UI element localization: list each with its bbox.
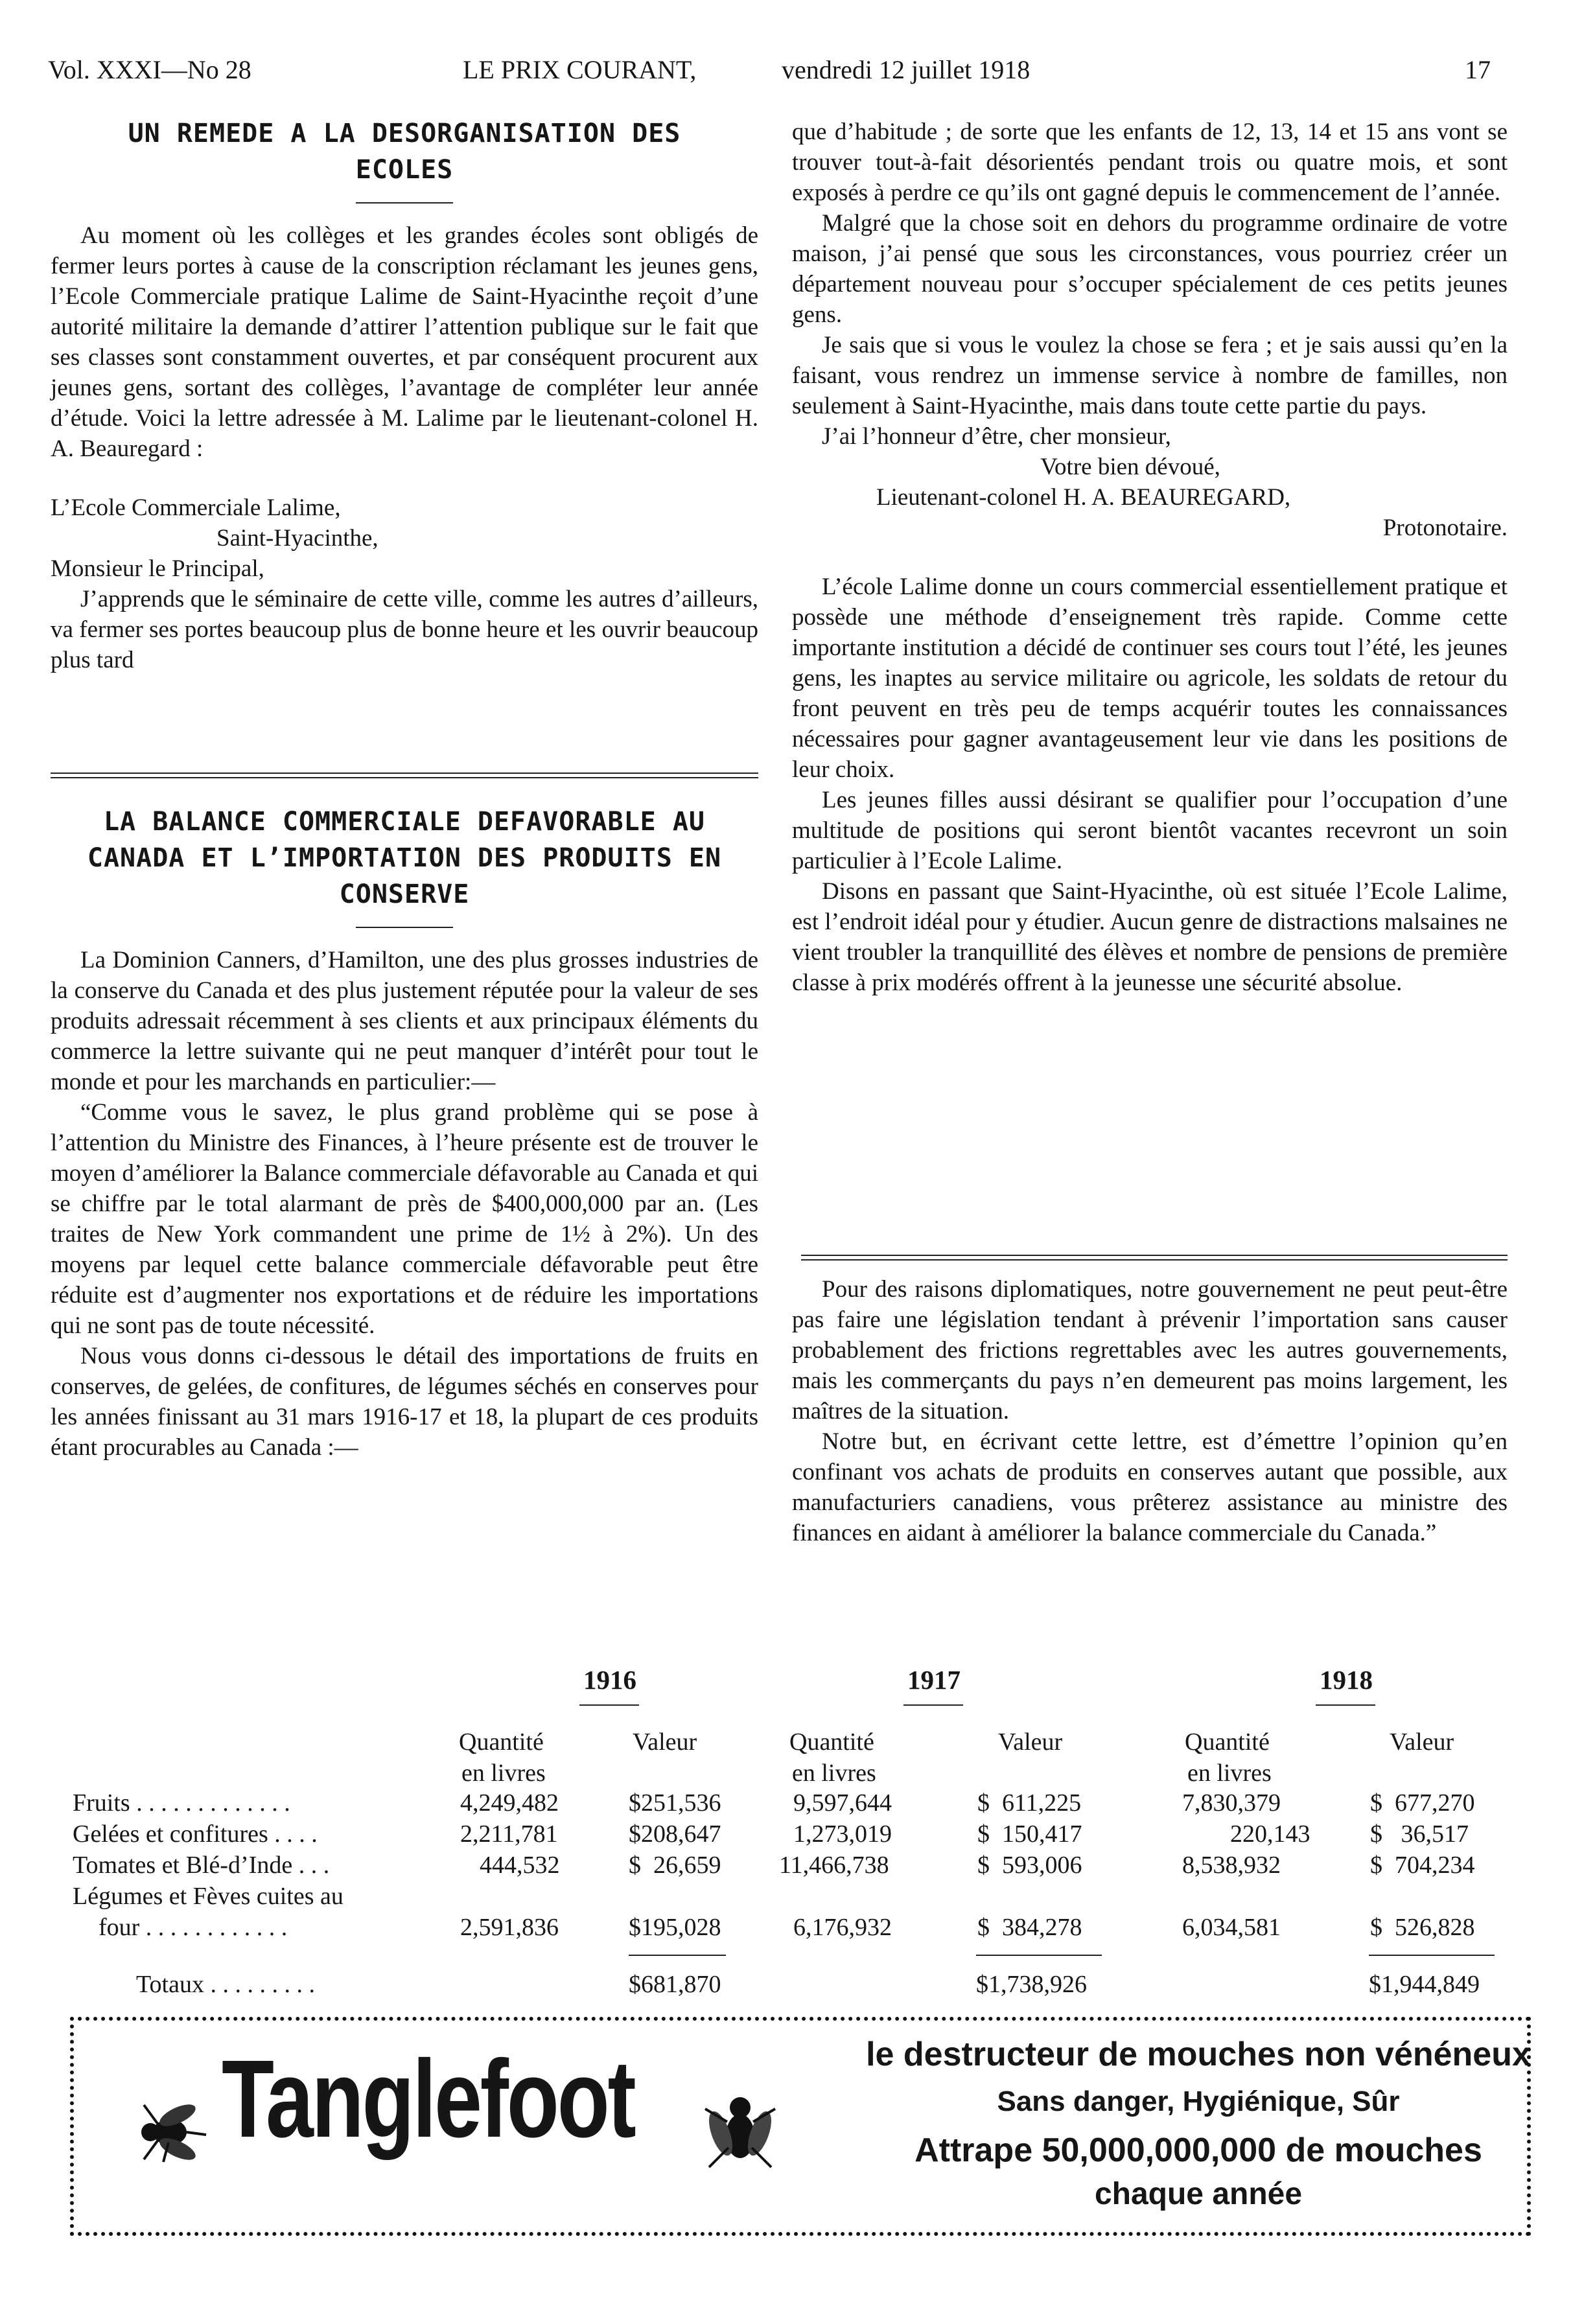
year-rule: [903, 1704, 963, 1706]
cell: $ 150,417: [977, 1820, 1082, 1848]
article2-paragraph: Pour des raisons diplomatiques, notre gouvernement ne peut peut-être pas faire une législation tendant à prévenir l’importation sans causer probablement des frictions regrettables avec les autres gouvernements, mais les commerçants du pays n’en demeurent pas moins largement, les maîtres de la situation.: [792, 1276, 1508, 1424]
qty-header: Quantité: [1185, 1728, 1270, 1756]
brand-name: Tanglefoot: [222, 2038, 635, 2161]
qty-header-unit: en livres: [792, 1760, 876, 1787]
article1-paragraph: Disons en passant que Saint-Hyacinthe, où est située l’Ecole Lalime, est l’endroit idéal pour y étudier. Aucun genre de distractions malsaines ne vient troubler la tranquillité des élèves et nombre de pensions de première classe à prix modérés offrent à la jeunesse une sécurité absolue.: [792, 878, 1508, 996]
year-rule: [579, 1704, 639, 1706]
tanglefoot-advertisement: [70, 2017, 1531, 2236]
cell: 1,273,019: [793, 1820, 892, 1848]
title-rule: [356, 927, 453, 928]
letter-paragraph: que d’habitude ; de sorte que les enfants de 12, 13, 14 et 15 ans vont se trouver tout-à-fait désorientés pendant trois ou quatre mois, et sont exposés à perdre ce qu’ils ont gagné depuis le commencement de l’année.: [792, 119, 1508, 206]
article1-paragraph: Au moment où les collèges et les grandes écoles sont obligés de fermer leurs portes à cause de la conscription réclamant les jeunes gens, l’Ecole Commerciale pratique Lalime de Saint-Hyacinthe reçoit d’une autorité militaire la demande d’attirer l’attention publique sur le fait que ses classes sont constamment ouvertes, et par conséquent procurent aux jeunes gens, sortant des collèges, l’avantage de compléter leur année d’étude. Voici la lettre adressée à M. Lalime par le lieutenant-colonel H. A. Beauregard :: [51, 222, 758, 462]
cell: $208,647: [629, 1820, 721, 1848]
ad-claim: Attrape 50,000,000,000 de mouches: [914, 2132, 1482, 2169]
letter-paragraph: Malgré que la chose soit en dehors du programme ordinaire de votre maison, j’ai pensé que sous les circonstances, vous pourriez créer un département nouveau pour s’occuper spécialement de ces petits jeunes gens.: [792, 210, 1508, 328]
cell: $ 593,006: [977, 1852, 1082, 1879]
value-header: Valeur: [998, 1728, 1063, 1756]
article1-paragraph: L’école Lalime donne un cours commercial essentiellement pratique et possède une méthode d’enseignement très rapide. Comme cette importante institution a décidé de continuer ses cours tout l’été, les jeunes gens, les inaptes au service militaire ou agricole, les soldats de retour du front peuvent en très peu de temps acquérir toutes les connaissances nécessaires pour gagner avantageusement leur vie dans les positions de leur choix.: [792, 574, 1508, 783]
cell: 6,176,932: [793, 1914, 892, 1941]
row-label: Légumes et Fèves cuites au: [73, 1883, 344, 1910]
article2-paragraph: Nous vous donns ci-dessous le détail des importations de fruits en conserves, de gelées, de confitures, de légumes séchés en conserves pour les années finissant au 31 mars 1916-17 et 18, la plupart de ces produits étant procurables au Canada :—: [51, 1343, 758, 1461]
row-label-cont: four . . . . . . . . . . . .: [99, 1914, 288, 1941]
cell: 7,830,379: [1182, 1789, 1281, 1817]
cell: 8,538,932: [1182, 1852, 1281, 1879]
total-rule: [976, 1955, 1102, 1956]
cell: $195,028: [629, 1914, 721, 1941]
article2-title: LA BALANCE COMMERCIALE DEFAVORABLE AU CANADA ET L’IMPORTATION DES PRODUITS EN CONSERVE: [87, 807, 722, 909]
cell: 2,591,836: [460, 1914, 559, 1941]
row-label: Tomates et Blé-d’Inde . . .: [73, 1852, 330, 1879]
cell: $ 26,659: [629, 1852, 721, 1879]
article1-paragraph: Les jeunes filles aussi désirant se qualifier pour l’occupation d’une multitude de positions qui seront bientôt vacantes recevront un soin particulier à l’Ecole Lalime.: [792, 787, 1508, 874]
article1-right: [792, 117, 1508, 998]
article1-title: UN REMEDE A LA DESORGANISATION DES ECOLES: [128, 119, 681, 185]
year-header-1917: 1917: [907, 1665, 961, 1695]
cell: $ 36,517: [1370, 1820, 1469, 1848]
row-label: Fruits . . . . . . . . . . . . .: [73, 1789, 290, 1817]
letter-signature: Lieutenant-colonel H. A. BEAUREGARD,: [876, 484, 1291, 511]
title-rule: [356, 202, 453, 203]
article2-left: [51, 804, 758, 1463]
cell: $ 677,270: [1370, 1789, 1475, 1817]
qty-header: Quantité: [789, 1728, 874, 1756]
cell: 444,532: [480, 1852, 560, 1879]
year-header-1916: 1916: [583, 1665, 636, 1695]
cell: $ 704,234: [1370, 1852, 1475, 1879]
cell: 2,211,781: [460, 1820, 558, 1848]
cell: $ 611,225: [977, 1789, 1082, 1817]
article1-left: [51, 115, 758, 675]
cell: $ 526,828: [1370, 1914, 1475, 1941]
year-header-1918: 1918: [1320, 1665, 1373, 1695]
article2-paragraph: Notre but, en écrivant cette lettre, est d’émettre l’opinion qu’en confinant vos achats de produits en conserves autant que possible, aux manufacturiers canadiens, vous prêterez assistance au ministre des finances en aidant à améliorer la balance commerciale du Canada.”: [792, 1428, 1508, 1546]
issue-date: vendredi 12 juillet 1918: [782, 55, 1031, 84]
letter-address: L’Ecole Commerciale Lalime,: [51, 494, 341, 521]
page-header: [48, 54, 1491, 91]
ad-headline: le destructeur de mouches non vénéneux: [866, 2036, 1531, 2073]
total-1917: $1,738,926: [976, 1971, 1087, 1998]
letter-closing-2: Votre bien dévoué,: [1040, 454, 1220, 480]
letter-address-city: Saint-Hyacinthe,: [216, 525, 379, 552]
letter-salutation: Monsieur le Principal,: [51, 555, 264, 582]
cell: 220,143: [1230, 1820, 1310, 1848]
cell: 9,597,644: [793, 1789, 892, 1817]
article2-paragraph: La Dominion Canners, d’Hamilton, une des plus grosses industries de la conserve du Canada et des plus justement réputée pour la valeur de ses produits adressait récemment à ses clients et aux principaux éléments du commerce la lettre suivante qui ne peut manquer d’intérêt pour tout le monde et pour les marchands en particulier:—: [51, 947, 758, 1095]
cell: 11,466,738: [779, 1852, 889, 1879]
cell: $251,536: [629, 1789, 721, 1817]
signature-title: Protonotaire.: [1382, 515, 1508, 541]
total-1918: $1,944,849: [1369, 1971, 1480, 1998]
article2-quote: “Comme vous le savez, le plus grand problème qui se pose à l’attention du Ministre des Finances, à l’heure présente est de trouver le moyen d’améliorer la Balance commerciale défavorable au Canada et qui se chiffre par le total alarmant de près de $400,000,000 par an. (Les traites de New York commandent une prime de 1½ à 2%). Un des moyens par lequel cette balance commerciale défavorable peut être réduite est d’augmenter nos exportations et de réduire les importations qui ne sont pas de toute nécessité.: [51, 1099, 758, 1339]
total-1916: $681,870: [629, 1971, 721, 1998]
article2-right: [792, 1274, 1508, 1548]
section-divider: [51, 773, 758, 778]
fly-icon: [701, 2083, 779, 2174]
volume-number: Vol. XXXI—No 28: [48, 55, 251, 84]
letter-paragraph: Je sais que si vous le voulez la chose se fera ; et je sais aussi qu’en la faisant, vous rendrez un immense service à nombre de familles, non seulement à Saint-Hyacinthe, mais dans toute cette partie du pays.: [792, 332, 1508, 419]
ad-claim-2: chaque année: [1094, 2177, 1303, 2211]
letter-paragraph: J’apprends que le séminaire de cette ville, comme les autres d’ailleurs, va fermer ses portes beaucoup plus de bonne heure et les ouvrir beaucoup plus tard: [51, 586, 758, 673]
total-rule: [629, 1955, 726, 1956]
journal-title: LE PRIX COURANT,: [463, 55, 697, 84]
row-label: Gelées et confitures . . . .: [73, 1820, 318, 1848]
cell: 6,034,581: [1182, 1914, 1281, 1941]
qty-header-unit: en livres: [1187, 1760, 1272, 1787]
letter-closing: J’ai l’honneur d’être, cher monsieur,: [822, 423, 1171, 450]
ad-tagline: Sans danger, Hygiénique, Sûr: [997, 2086, 1400, 2117]
qty-header-unit: en livres: [461, 1760, 546, 1787]
cell: $ 384,278: [977, 1914, 1082, 1941]
total-rule: [1369, 1955, 1495, 1956]
value-header: Valeur: [633, 1728, 697, 1756]
cell: 4,249,482: [460, 1789, 559, 1817]
total-label: Totaux . . . . . . . . .: [136, 1971, 315, 1998]
year-rule: [1316, 1704, 1375, 1706]
qty-header: Quantité: [459, 1728, 544, 1756]
section-divider: [801, 1255, 1508, 1261]
page-number: 17: [1465, 55, 1491, 84]
fly-icon: [124, 2098, 209, 2163]
value-header: Valeur: [1390, 1728, 1454, 1756]
